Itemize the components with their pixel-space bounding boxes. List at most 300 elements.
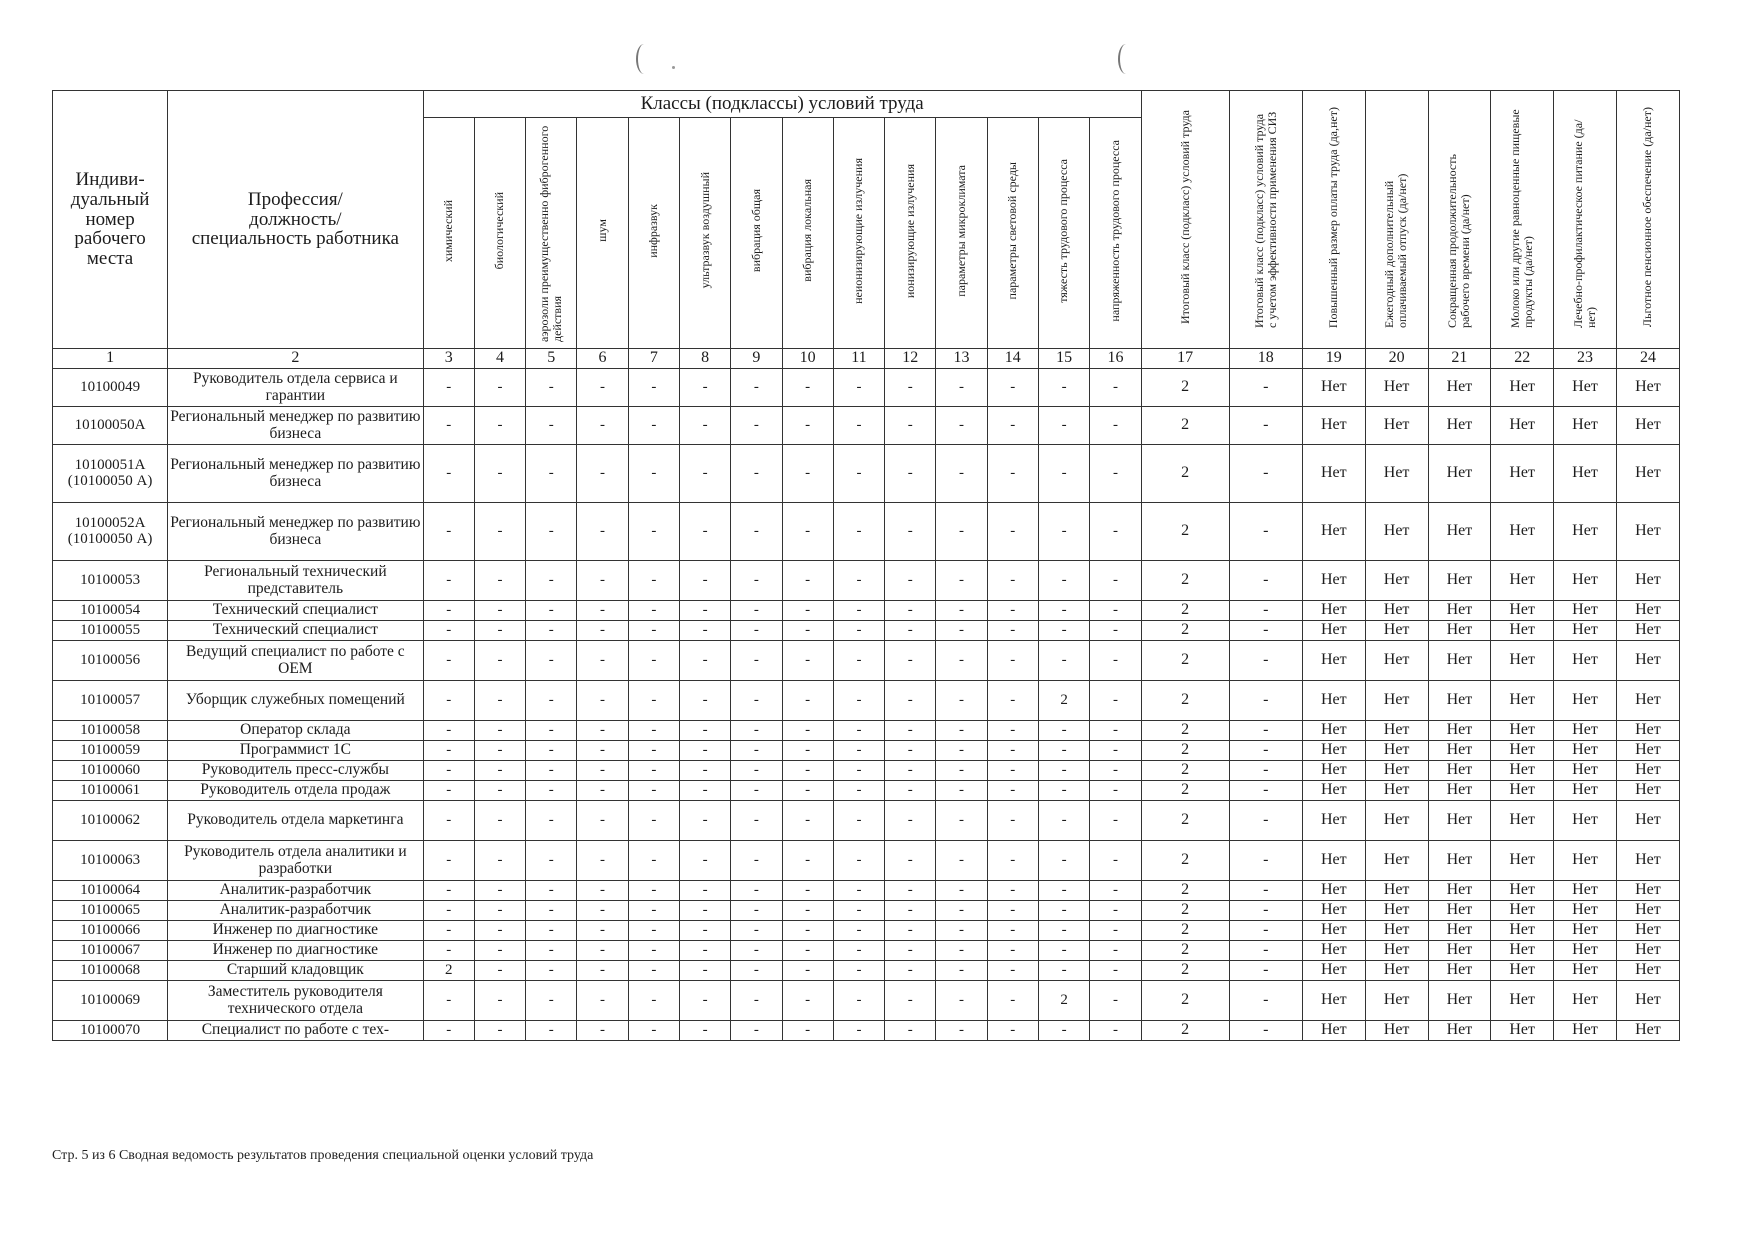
- total-class-cell: 2: [1141, 981, 1229, 1021]
- guarantee-cell: Нет: [1616, 621, 1679, 641]
- guarantee-cell: Нет: [1428, 841, 1491, 881]
- workplace-id-cell: 10100064: [53, 881, 168, 901]
- factor-class-cell: -: [885, 641, 936, 681]
- factor-class-cell: -: [987, 941, 1038, 961]
- factor-class-cell: -: [628, 921, 679, 941]
- guarantee-cell: Нет: [1302, 561, 1365, 601]
- factor-class-cell: -: [936, 369, 987, 407]
- factor-class-cell: -: [731, 407, 782, 445]
- guarantee-cell: Нет: [1302, 445, 1365, 503]
- guarantee-cell: Нет: [1616, 901, 1679, 921]
- factor-class-cell: -: [885, 407, 936, 445]
- factor-class-cell: -: [833, 1021, 884, 1041]
- factor-class-cell: -: [628, 761, 679, 781]
- factor-class-cell: -: [987, 1021, 1038, 1041]
- guarantee-cell: Нет: [1302, 761, 1365, 781]
- factor-class-cell: -: [833, 681, 884, 721]
- factor-class-cell: -: [474, 601, 525, 621]
- total-class-siz-cell: -: [1229, 407, 1302, 445]
- factor-class-cell: -: [628, 369, 679, 407]
- profession-cell: Технический специалист: [168, 601, 423, 621]
- factor-class-cell: -: [936, 981, 987, 1021]
- factor-class-cell: -: [987, 369, 1038, 407]
- factor-class-cell: -: [885, 961, 936, 981]
- factor-class-cell: -: [628, 741, 679, 761]
- workplace-id-cell: 10100061: [53, 781, 168, 801]
- factor-class-cell: -: [628, 503, 679, 561]
- table-row: [53, 601, 1680, 621]
- guarantee-cell: Нет: [1491, 981, 1554, 1021]
- workplace-id-cell: 10100060: [53, 761, 168, 781]
- factor-class-cell: -: [782, 881, 833, 901]
- profession-cell: Уборщик служебных помещений: [168, 681, 423, 721]
- guarantee-cell: Нет: [1616, 369, 1679, 407]
- profession-cell: Региональный менеджер по развитию бизнеса: [168, 407, 423, 445]
- workplace-id-cell: 10100067: [53, 941, 168, 961]
- factor-class-cell: -: [577, 641, 628, 681]
- punch-hole-mark: [1118, 44, 1134, 74]
- column-number-cell: 19: [1302, 349, 1365, 369]
- total-class-cell: 2: [1141, 561, 1229, 601]
- workplace-id-cell: 10100058: [53, 721, 168, 741]
- factor-class-cell: -: [885, 941, 936, 961]
- factor-class-cell: -: [1038, 369, 1089, 407]
- factor-class-cell: -: [1090, 741, 1142, 761]
- factor-class-cell: -: [1038, 561, 1089, 601]
- guarantee-cell: Нет: [1428, 961, 1491, 981]
- guarantee-cell: Нет: [1302, 881, 1365, 901]
- factor-class-cell: -: [474, 445, 525, 503]
- extra-column-header: Итоговый класс (подкласс) условий труда: [1141, 91, 1229, 349]
- guarantee-cell: Нет: [1616, 741, 1679, 761]
- factor-class-cell: -: [474, 407, 525, 445]
- factor-class-cell: -: [731, 781, 782, 801]
- factor-column-header: ультразвук воздушный: [679, 118, 730, 349]
- extra-column-header: Ежегодный дополнительный оплачиваемый отпуск (да/нет): [1365, 91, 1428, 349]
- total-class-siz-cell: -: [1229, 681, 1302, 721]
- factor-class-cell: -: [987, 621, 1038, 641]
- factor-class-cell: -: [577, 921, 628, 941]
- profession-cell: Старший кладовщик: [168, 961, 423, 981]
- total-class-siz-cell: -: [1229, 841, 1302, 881]
- factor-class-cell: -: [782, 961, 833, 981]
- factor-class-cell: -: [526, 941, 577, 961]
- extra-column-header: Сокращенная продолжительность рабочего времени (да/нет): [1428, 91, 1491, 349]
- factor-class-cell: -: [987, 503, 1038, 561]
- factor-class-cell: -: [628, 961, 679, 981]
- factor-class-cell: -: [1038, 961, 1089, 981]
- guarantee-cell: Нет: [1365, 621, 1428, 641]
- factor-class-cell: -: [423, 561, 474, 601]
- guarantee-cell: Нет: [1428, 801, 1491, 841]
- guarantee-cell: Нет: [1616, 841, 1679, 881]
- guarantee-cell: Нет: [1302, 841, 1365, 881]
- guarantee-cell: Нет: [1302, 721, 1365, 741]
- factor-class-cell: -: [423, 801, 474, 841]
- factor-class-cell: 2: [1038, 681, 1089, 721]
- factor-class-cell: -: [885, 721, 936, 741]
- guarantee-cell: Нет: [1365, 503, 1428, 561]
- guarantee-cell: Нет: [1302, 921, 1365, 941]
- factor-class-cell: -: [679, 445, 730, 503]
- table-row: [53, 921, 1680, 941]
- punch-hole-mark: [636, 44, 652, 74]
- factor-class-cell: -: [936, 445, 987, 503]
- factor-class-cell: -: [474, 961, 525, 981]
- workplace-id-cell: 10100066: [53, 921, 168, 941]
- factor-class-cell: -: [987, 681, 1038, 721]
- factor-class-cell: -: [782, 721, 833, 741]
- guarantee-cell: Нет: [1428, 881, 1491, 901]
- column-number-cell: 7: [628, 349, 679, 369]
- column-number-cell: 12: [885, 349, 936, 369]
- guarantee-cell: Нет: [1365, 961, 1428, 981]
- factor-class-cell: -: [628, 841, 679, 881]
- factor-class-cell: -: [628, 681, 679, 721]
- table-row: [53, 641, 1680, 681]
- factor-column-header: химический: [423, 118, 474, 349]
- guarantee-cell: Нет: [1616, 721, 1679, 741]
- factor-class-cell: -: [474, 741, 525, 761]
- factor-class-cell: -: [679, 801, 730, 841]
- factor-class-cell: -: [1038, 601, 1089, 621]
- factor-class-cell: -: [577, 1021, 628, 1041]
- total-class-cell: 2: [1141, 681, 1229, 721]
- factor-class-cell: -: [423, 407, 474, 445]
- factor-class-cell: -: [628, 721, 679, 741]
- guarantee-cell: Нет: [1554, 561, 1617, 601]
- guarantee-cell: Нет: [1428, 407, 1491, 445]
- profession-cell: Региональный менеджер по развитию бизнеса: [168, 503, 423, 561]
- factor-class-cell: -: [423, 503, 474, 561]
- column-number-cell: 22: [1491, 349, 1554, 369]
- factor-column-header: параметры микроклимата: [936, 118, 987, 349]
- table-row: [53, 781, 1680, 801]
- guarantee-cell: Нет: [1554, 1021, 1617, 1041]
- factor-class-cell: -: [936, 801, 987, 841]
- table-row: [53, 681, 1680, 721]
- table-row: [53, 901, 1680, 921]
- guarantee-cell: Нет: [1616, 641, 1679, 681]
- factor-class-cell: -: [628, 941, 679, 961]
- column-number-cell: 20: [1365, 349, 1428, 369]
- factor-class-cell: -: [782, 369, 833, 407]
- factor-class-cell: -: [782, 981, 833, 1021]
- guarantee-cell: Нет: [1491, 961, 1554, 981]
- guarantee-cell: Нет: [1554, 445, 1617, 503]
- factor-class-cell: -: [1090, 981, 1142, 1021]
- guarantee-cell: Нет: [1428, 503, 1491, 561]
- guarantee-cell: Нет: [1428, 681, 1491, 721]
- factor-class-cell: -: [679, 721, 730, 741]
- guarantee-cell: Нет: [1616, 941, 1679, 961]
- guarantee-cell: Нет: [1554, 901, 1617, 921]
- factor-class-cell: -: [577, 601, 628, 621]
- guarantee-cell: Нет: [1428, 781, 1491, 801]
- factor-class-cell: -: [526, 561, 577, 601]
- factor-class-cell: -: [423, 841, 474, 881]
- factor-class-cell: -: [1090, 445, 1142, 503]
- column-number-cell: 14: [987, 349, 1038, 369]
- factor-column-header: параметры световой среды: [987, 118, 1038, 349]
- factor-class-cell: -: [1090, 761, 1142, 781]
- factor-class-cell: -: [833, 921, 884, 941]
- factor-class-cell: -: [577, 761, 628, 781]
- factor-class-cell: -: [1090, 1021, 1142, 1041]
- factor-class-cell: -: [1038, 841, 1089, 881]
- guarantee-cell: Нет: [1554, 503, 1617, 561]
- factor-class-cell: -: [1038, 621, 1089, 641]
- factor-class-cell: -: [1090, 921, 1142, 941]
- total-class-siz-cell: -: [1229, 981, 1302, 1021]
- factor-class-cell: -: [731, 881, 782, 901]
- factor-class-cell: -: [474, 921, 525, 941]
- guarantee-cell: Нет: [1302, 407, 1365, 445]
- factor-class-cell: -: [577, 561, 628, 601]
- factor-class-cell: -: [577, 841, 628, 881]
- column-number-cell: 3: [423, 349, 474, 369]
- factor-class-cell: -: [423, 369, 474, 407]
- factor-class-cell: -: [526, 407, 577, 445]
- factor-class-cell: -: [679, 961, 730, 981]
- factor-class-cell: -: [526, 761, 577, 781]
- guarantee-cell: Нет: [1616, 561, 1679, 601]
- factor-class-cell: -: [936, 503, 987, 561]
- factor-class-cell: -: [885, 801, 936, 841]
- factor-class-cell: -: [987, 641, 1038, 681]
- factor-class-cell: -: [987, 407, 1038, 445]
- factor-class-cell: -: [885, 881, 936, 901]
- factor-class-cell: -: [936, 681, 987, 721]
- factor-class-cell: -: [936, 761, 987, 781]
- total-class-siz-cell: -: [1229, 921, 1302, 941]
- factor-class-cell: -: [679, 369, 730, 407]
- total-class-siz-cell: -: [1229, 641, 1302, 681]
- factor-class-cell: -: [474, 941, 525, 961]
- factor-class-cell: -: [577, 881, 628, 901]
- factor-class-cell: -: [1090, 801, 1142, 841]
- factor-class-cell: -: [474, 1021, 525, 1041]
- guarantee-cell: Нет: [1365, 445, 1428, 503]
- profession-cell: Руководитель отдела маркетинга: [168, 801, 423, 841]
- guarantee-cell: Нет: [1302, 741, 1365, 761]
- factor-class-cell: -: [1038, 721, 1089, 741]
- guarantee-cell: Нет: [1554, 621, 1617, 641]
- total-class-siz-cell: -: [1229, 881, 1302, 901]
- factor-class-cell: -: [1090, 781, 1142, 801]
- factor-class-cell: -: [936, 721, 987, 741]
- guarantee-cell: Нет: [1491, 369, 1554, 407]
- guarantee-cell: Нет: [1365, 921, 1428, 941]
- factor-class-cell: -: [731, 445, 782, 503]
- factor-class-cell: -: [628, 601, 679, 621]
- guarantee-cell: Нет: [1491, 781, 1554, 801]
- column-number-cell: 4: [474, 349, 525, 369]
- guarantee-cell: Нет: [1554, 881, 1617, 901]
- factor-class-cell: -: [987, 901, 1038, 921]
- guarantee-cell: Нет: [1616, 781, 1679, 801]
- column-number-cell: 1: [53, 349, 168, 369]
- factor-class-cell: -: [1090, 881, 1142, 901]
- factor-class-cell: -: [526, 841, 577, 881]
- factor-class-cell: -: [833, 721, 884, 741]
- guarantee-cell: Нет: [1491, 621, 1554, 641]
- factor-class-cell: -: [885, 761, 936, 781]
- guarantee-cell: Нет: [1302, 941, 1365, 961]
- factor-class-cell: -: [679, 681, 730, 721]
- factor-column-header: аэрозоли преимущественно фиброгенного действия: [526, 118, 577, 349]
- guarantee-cell: Нет: [1365, 881, 1428, 901]
- guarantee-cell: Нет: [1554, 741, 1617, 761]
- factor-class-cell: -: [1090, 681, 1142, 721]
- factor-class-cell: -: [987, 561, 1038, 601]
- factor-class-cell: -: [833, 981, 884, 1021]
- factor-class-cell: -: [731, 941, 782, 961]
- factor-class-cell: -: [628, 981, 679, 1021]
- factor-class-cell: -: [885, 369, 936, 407]
- scan-speck: [672, 66, 675, 69]
- factor-class-cell: -: [936, 941, 987, 961]
- total-class-cell: 2: [1141, 901, 1229, 921]
- factor-class-cell: -: [731, 801, 782, 841]
- guarantee-cell: Нет: [1428, 981, 1491, 1021]
- table-row: [53, 1021, 1680, 1041]
- factor-class-cell: -: [423, 601, 474, 621]
- guarantee-cell: Нет: [1491, 901, 1554, 921]
- factor-class-cell: -: [679, 941, 730, 961]
- factor-column-header: тяжесть трудового процесса: [1038, 118, 1089, 349]
- total-class-siz-cell: -: [1229, 801, 1302, 841]
- factor-class-cell: -: [987, 801, 1038, 841]
- factor-class-cell: -: [1038, 445, 1089, 503]
- guarantee-cell: Нет: [1616, 761, 1679, 781]
- guarantee-cell: Нет: [1491, 601, 1554, 621]
- factor-class-cell: -: [526, 369, 577, 407]
- factor-class-cell: -: [731, 981, 782, 1021]
- profession-column-header: Профессия/ должность/ специальность работника: [168, 91, 423, 349]
- factor-class-cell: -: [628, 881, 679, 901]
- guarantee-cell: Нет: [1302, 781, 1365, 801]
- total-class-siz-cell: -: [1229, 941, 1302, 961]
- factor-class-cell: -: [1038, 781, 1089, 801]
- column-number-cell: 2: [168, 349, 423, 369]
- factor-class-cell: -: [474, 721, 525, 741]
- factor-class-cell: -: [474, 369, 525, 407]
- factor-class-cell: -: [474, 801, 525, 841]
- workplace-id-cell: 10100053: [53, 561, 168, 601]
- extra-column-header: Молоко или другие равноценные пищевые продукты (да/нет): [1491, 91, 1554, 349]
- factor-class-cell: -: [526, 681, 577, 721]
- guarantee-cell: Нет: [1616, 503, 1679, 561]
- factor-class-cell: -: [1038, 503, 1089, 561]
- column-number-cell: 24: [1616, 349, 1679, 369]
- factor-class-cell: -: [987, 445, 1038, 503]
- factor-class-cell: -: [833, 961, 884, 981]
- factor-class-cell: -: [833, 781, 884, 801]
- guarantee-cell: Нет: [1491, 721, 1554, 741]
- factor-class-cell: -: [885, 981, 936, 1021]
- total-class-siz-cell: -: [1229, 621, 1302, 641]
- guarantee-cell: Нет: [1365, 761, 1428, 781]
- factor-class-cell: -: [577, 621, 628, 641]
- total-class-cell: 2: [1141, 801, 1229, 841]
- guarantee-cell: Нет: [1554, 601, 1617, 621]
- factor-class-cell: -: [782, 801, 833, 841]
- column-number-row: [53, 349, 1680, 369]
- factor-class-cell: -: [936, 407, 987, 445]
- guarantee-cell: Нет: [1554, 761, 1617, 781]
- factor-class-cell: -: [782, 741, 833, 761]
- factor-column-header: вибрация общая: [731, 118, 782, 349]
- factor-class-cell: -: [577, 901, 628, 921]
- factor-class-cell: -: [1090, 407, 1142, 445]
- guarantee-cell: Нет: [1428, 901, 1491, 921]
- factor-class-cell: -: [885, 681, 936, 721]
- factor-class-cell: -: [1038, 801, 1089, 841]
- guarantee-cell: Нет: [1302, 981, 1365, 1021]
- factor-class-cell: -: [731, 601, 782, 621]
- factor-class-cell: -: [577, 503, 628, 561]
- column-number-cell: 11: [833, 349, 884, 369]
- factor-class-cell: -: [885, 741, 936, 761]
- factor-class-cell: -: [731, 761, 782, 781]
- factor-class-cell: -: [628, 641, 679, 681]
- factor-class-cell: -: [423, 881, 474, 901]
- factor-class-cell: -: [1090, 721, 1142, 741]
- guarantee-cell: Нет: [1491, 761, 1554, 781]
- guarantee-cell: Нет: [1365, 561, 1428, 601]
- table-row: [53, 741, 1680, 761]
- guarantee-cell: Нет: [1616, 1021, 1679, 1041]
- factor-class-cell: -: [885, 621, 936, 641]
- guarantee-cell: Нет: [1554, 369, 1617, 407]
- factor-class-cell: -: [987, 741, 1038, 761]
- total-class-cell: 2: [1141, 921, 1229, 941]
- factor-class-cell: -: [679, 407, 730, 445]
- profession-cell: Региональный технический представитель: [168, 561, 423, 601]
- factor-class-cell: -: [423, 721, 474, 741]
- factor-class-cell: -: [423, 981, 474, 1021]
- factor-class-cell: -: [474, 841, 525, 881]
- factor-class-cell: -: [628, 561, 679, 601]
- factor-class-cell: -: [987, 881, 1038, 901]
- factor-class-cell: -: [833, 503, 884, 561]
- guarantee-cell: Нет: [1554, 641, 1617, 681]
- factor-class-cell: -: [526, 641, 577, 681]
- total-class-cell: 2: [1141, 503, 1229, 561]
- factor-class-cell: -: [577, 741, 628, 761]
- factor-class-cell: -: [423, 921, 474, 941]
- factor-class-cell: -: [526, 601, 577, 621]
- factor-class-cell: -: [936, 921, 987, 941]
- workplace-id-cell: 10100052А (10100050 А): [53, 503, 168, 561]
- factor-class-cell: -: [423, 1021, 474, 1041]
- factor-class-cell: -: [526, 445, 577, 503]
- factor-class-cell: -: [474, 901, 525, 921]
- factor-class-cell: -: [833, 445, 884, 503]
- column-number-cell: 18: [1229, 349, 1302, 369]
- factor-class-cell: -: [474, 561, 525, 601]
- factor-class-cell: -: [1090, 561, 1142, 601]
- factor-class-cell: -: [1090, 941, 1142, 961]
- factor-class-cell: -: [885, 561, 936, 601]
- column-number-cell: 5: [526, 349, 577, 369]
- factor-class-cell: -: [577, 407, 628, 445]
- id-column-header: Индиви- дуальный номер рабочего места: [53, 91, 168, 349]
- factor-class-cell: -: [782, 681, 833, 721]
- extra-column-header: Повышенный размер оплаты труда (да,нет): [1302, 91, 1365, 349]
- factor-class-cell: -: [731, 741, 782, 761]
